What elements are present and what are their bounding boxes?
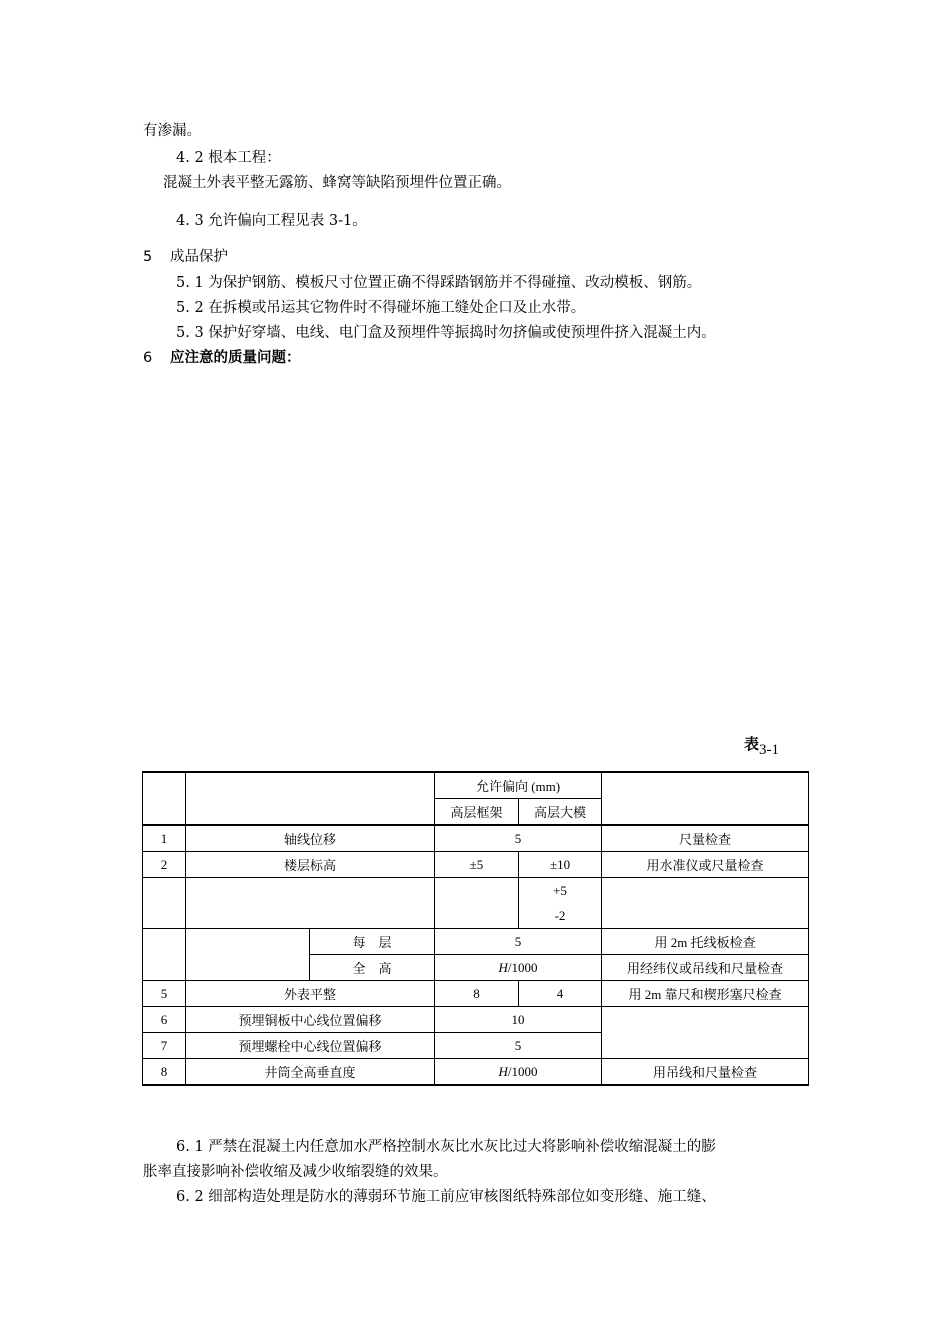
row-method: 用经纬仪或吊线和尺量检查	[602, 955, 809, 981]
row-item: 井筒全高垂直度	[186, 1059, 435, 1086]
tolerance-table	[142, 771, 809, 1086]
height-ratio: /1000	[507, 1063, 538, 1079]
row-value-frame: ±5	[435, 852, 519, 878]
row-subitem: 每 层	[310, 929, 435, 955]
row-method: 用 2m 靠尺和楔形塞尺检查	[602, 981, 809, 1007]
row-value: 5	[435, 929, 602, 955]
row-method: 用水准仪或尺量检查	[602, 852, 809, 878]
height-symbol: H	[498, 959, 508, 975]
header-allowed: 允许偏向 (mm)	[435, 772, 602, 799]
table-row	[143, 981, 809, 1007]
row-method	[602, 1007, 809, 1059]
row-value-mold: ±10	[519, 852, 602, 878]
section-5-title: 成品保护	[170, 249, 228, 265]
row-item: 轴线位移	[186, 825, 435, 852]
height-symbol: H	[498, 1063, 508, 1079]
table-row	[143, 852, 809, 878]
subsection-4-2: 4. 2 根本工程：	[176, 150, 281, 166]
row-number: 2	[143, 852, 186, 878]
row-item: 楼层标高	[186, 852, 435, 878]
table-row	[143, 1059, 809, 1086]
header-no-cell	[143, 772, 186, 825]
table-caption-number: 3-1	[759, 742, 780, 758]
row-value-frame	[435, 878, 519, 929]
row-value-mold-minus: -2	[519, 903, 602, 929]
section-6-title: 应注意的质量问题：	[170, 350, 301, 366]
row-item: 外表平整	[186, 981, 435, 1007]
row-number	[143, 878, 186, 929]
table-row	[143, 1007, 809, 1033]
subsection-5-2: 5. 2 在拆模或吊运其它物件时不得碰坏施工缝处企口及止水带。	[176, 300, 586, 316]
table-caption	[744, 733, 780, 758]
row-value-mold-plus: +5	[519, 878, 602, 904]
header-item-cell	[186, 772, 435, 825]
header-method-cell	[602, 772, 809, 825]
row-number	[143, 929, 186, 981]
table-caption-label: 表	[744, 735, 760, 753]
row-method: 用吊线和尺量检查	[602, 1059, 809, 1086]
row-item: 预埋铜板中心线位置偏移	[186, 1007, 435, 1033]
row-number: 7	[143, 1033, 186, 1059]
row-value: 5	[435, 825, 602, 852]
subsection-5-1: 5. 1 为保护钢筋、模板尺寸位置正确不得踩踏钢筋并不得碰撞、改动模板、钢筋。	[176, 275, 702, 291]
header-frame: 高层框架	[435, 799, 519, 826]
table-header-row	[143, 772, 809, 799]
subsection-5-3: 5. 3 保护好穿墙、电线、电门盒及预埋件等振捣时勿挤偏或使预埋件挤入混凝土内。	[176, 325, 716, 341]
row-value: 10	[435, 1007, 602, 1033]
row-value	[435, 955, 602, 981]
table-row	[143, 929, 809, 955]
table-row	[143, 825, 809, 852]
row-value-frame: 8	[435, 981, 519, 1007]
header-mold: 高层大模	[519, 799, 602, 826]
row-method: 用 2m 托线板检查	[602, 929, 809, 955]
row-item: 预埋螺栓中心线位置偏移	[186, 1033, 435, 1059]
subsection-6-1-continued: 胀率直接影响补偿收缩及减少收缩裂缝的效果。	[143, 1164, 448, 1180]
row-number: 5	[143, 981, 186, 1007]
row-method	[602, 878, 809, 929]
row-subitem: 全 高	[310, 955, 435, 981]
row-number: 6	[143, 1007, 186, 1033]
row-item	[186, 878, 435, 929]
paragraph-basic-items: 混凝土外表平整无露筋、蜂窝等缺陷预埋件位置正确。	[163, 175, 511, 191]
subsection-6-2: 6. 2 细部构造处理是防水的薄弱环节施工前应审核图纸特殊部位如变形缝、施工缝、	[176, 1189, 716, 1205]
row-item-group	[186, 929, 310, 981]
table-row	[143, 878, 809, 904]
row-number: 1	[143, 825, 186, 852]
height-ratio: /1000	[507, 959, 538, 975]
section-6-number: 6	[143, 350, 153, 366]
row-value	[435, 1059, 602, 1086]
row-value-mold: 4	[519, 981, 602, 1007]
paragraph-continuation: 有渗漏。	[143, 123, 201, 139]
row-value: 5	[435, 1033, 602, 1059]
section-5-number: 5	[143, 249, 153, 265]
subsection-6-1: 6. 1 严禁在混凝土内任意加水严格控制水灰比水灰比过大将影响补偿收缩混凝土的膨	[176, 1139, 716, 1155]
row-number: 8	[143, 1059, 186, 1086]
subsection-4-3: 4. 3 允许偏向工程见表 3-1。	[176, 213, 367, 229]
row-method: 尺量检查	[602, 825, 809, 852]
